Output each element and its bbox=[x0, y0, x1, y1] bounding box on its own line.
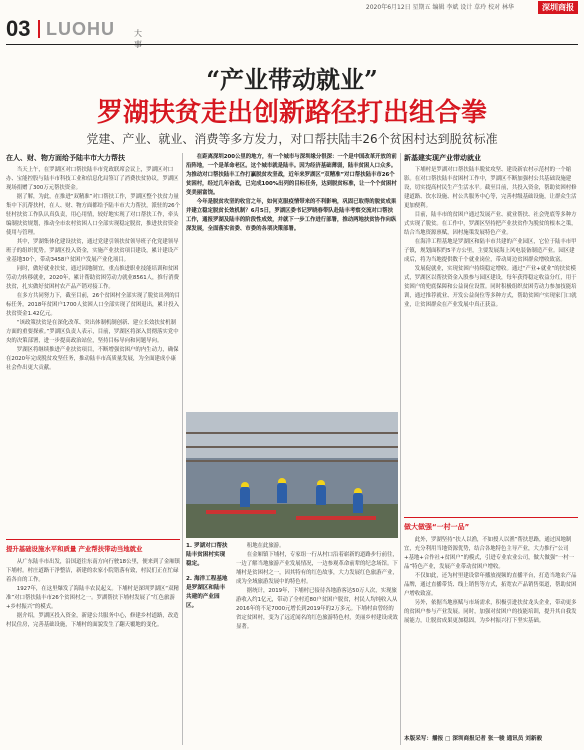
paragraph: 当天上午，在罗湖区对口帮扶陆丰市党政联席会议上，罗湖区对口办、宝能控股与陆丰市科技工业和信息化局签订了消费扶贫协议，罗湖区现场捐赠了300万元帮扶资金。 bbox=[6, 167, 179, 191]
col1-heading: 在人、财、物方面给予陆丰市大力帮扶 bbox=[6, 154, 125, 162]
paragraph: 发展促就业，实现贫困户持续稳定增收。通过“产业+就业”的扶贫模式，罗湖区以帮扶资金入股参与园区建设，每年获得稳定收益分红，用于贫困户的兜底保障和公益岗位设置。同时积极组织贫困劳动力参加技能培训，通过推荐就业、开发公益岗位等多种方式，帮助贫困户实现家门口就业，让贫困群众在产业发展中真正获益。 bbox=[404, 266, 577, 308]
paragraph: 今年是脱贫攻坚的收官之年，如何克服疫情带来的不利影响，巩固已取得的脱贫成果并建立稳定脱贫长效机制？6月5日，罗湖区委书记罗晓春带队赴陆丰考察交流对口帮扶工作，通报罗湖及陆丰的阶段性成效，并就下一步工作进行部署，推动两地扶贫协作向纵深发展，全面落实省委、市委的各项决策部署。 bbox=[186, 199, 397, 232]
issue-meta: 2020年6月12日 星期五 编辑 李斌 设计 草玲 校对 林华 bbox=[365, 4, 514, 11]
header-rule bbox=[6, 44, 578, 45]
paragraph: 从广东陆丰市出发，沿国道往东南方向行驶18公里，便来到了金厢镇下埔村。村庄道路干净整洁，新建的农家小院错落有致，村民们正在忙碌着各自的工作。 bbox=[6, 559, 180, 583]
worker bbox=[240, 487, 250, 507]
paragraph: 租地在此旅游。 bbox=[246, 543, 285, 549]
col1-divider bbox=[6, 539, 180, 540]
col3-heading: 新基建实现产业带动就业 bbox=[404, 154, 481, 162]
top-bar bbox=[0, 0, 584, 14]
caption: 2. 海洋工程基地是罗湖区和陆丰共建的产业园区。 bbox=[186, 576, 228, 609]
paragraph: 在多方共同努力下，截至目前，26个贫困村全部实现了脱贫出列的目标任务，2018年贫困户1700人贫困人口全部实现了贫困退出，累计投入扶贫资金1.42亿元。 bbox=[6, 293, 180, 317]
headline-kicker: “产业带动就业” bbox=[206, 65, 378, 94]
section-name-en: LUOHU bbox=[46, 19, 115, 39]
headline-subtitle: 党建、产业、就业、消费等多方发力，对口帮扶陆丰26个贫困村达到脱贫标准 bbox=[86, 132, 498, 146]
col1b-heading: 提升基础设施水平和质量 产业帮扶带动当地就业 bbox=[6, 545, 143, 553]
paragraph: 罗湖区将继续推进产业扶贫项目，不断增强贫困户的内生动力，确保在2020年完成脱贫攻坚任务，推动陆丰市高质量发展，为全面建成小康社会作出更大贡献。 bbox=[6, 347, 179, 371]
photo-captions bbox=[186, 542, 230, 617]
paragraph: 据统计，2019年，下埔村已接待各地游客达50万人次，实现旅游收入约1亿元，带动了全村近80户贫困户脱贫，村民人均纯收入从2016年的不足7000元增长到2019年的2万多元。下埔村由曾经的省定贫困村，变为了远近闻名的红色旅游特色村，美丽乡村建设成效显著。 bbox=[236, 588, 398, 630]
section-name-cn: 大 bbox=[134, 29, 142, 38]
worker bbox=[316, 485, 326, 505]
newspaper-brand: 深圳商报 bbox=[538, 1, 578, 14]
factory-photo bbox=[186, 412, 398, 538]
col1-body bbox=[6, 166, 180, 532]
paragraph: 在金厢镇下埔村，专家组一行从村口沿着崭新的道路步行前往，一边了解当地旅游产业发展情况，一边参观革命前辈的纪念场馆。下埔村是贫困村之一，因其特有的红色故事，大力发展红色旅游产业，成为全域旅游发展中的特色村。 bbox=[236, 552, 398, 585]
paragraph: 不仅如此，还为村里建设常年播放视频的直播平台，打造当地农产品品牌，通过直播带货、线上销售等方式，拓宽农产品销售渠道，帮助贫困户增收致富。 bbox=[404, 573, 577, 597]
paragraph: 此外，罗湖坚持“扶人以渔，不如授人以渔”帮扶思路，通过因地制宜，充分利用当地资源优势，结合各地特色主导产业，大力推行“公司+基地+合作社+贫困户”的模式，引进专业农业公司，做大做强“一村一品”特色产业，发展产业带动贫困户增收。 bbox=[404, 537, 575, 570]
section-divider bbox=[38, 20, 40, 38]
worker bbox=[277, 483, 287, 503]
col1b-body bbox=[6, 558, 180, 744]
byline: 本版采写：播报 □ 深圳商报记者 张一骏 通讯员 刘新毅 bbox=[404, 736, 543, 742]
column-rule bbox=[400, 153, 401, 745]
paragraph: 目前，陆丰市的贫困户通过发展产业、就业帮扶、社会兜底等多种方式实现了脱贫。在工作中，罗湖区坚持把产业扶贫作为脱贫的根本之策，结合当地资源禀赋，因村施策发展特色产业。 bbox=[404, 212, 577, 236]
paragraph: 1927年，在这里爆发了海陆丰农民起义。下埔村是深圳罗湖区“双精准”对口帮扶陆丰市26个贫困村之一。罗湖帮扶下埔村发展了“红色旅游+乡村振兴”的模式。 bbox=[6, 586, 179, 610]
column-rule bbox=[182, 153, 183, 745]
paragraph: 下埔村是罗湖对口帮扶陆丰脱贫攻坚、建设新农村示范村的一个缩影。在对口帮扶陆丰贫困村工作中，罗湖区不断加强村公共基础设施建设，切实提高村民生产生活水平。截至目前，共投入资金，帮助贫困村修建道路、饮水设施、村公共服务中心等，完善村级基础设施，让群众生活更加便利。 bbox=[404, 167, 577, 209]
headline-main: 罗湖扶贫走出创新路径打出组合拳 bbox=[96, 98, 487, 128]
paragraph: “该政策扶贫是在深化改革、突出体制机制创新、建立长效扶贫机制方面的重要探索。”罗湖区负责人表示，目前，罗湖区将深入贯彻落实党中央的决策部署，进一步提高政治站位，坚持目标导向和问题导向。 bbox=[6, 320, 179, 344]
paragraph: 在海洋工程基地是罗湖区和陆丰市共建的产业园区，它位于陆丰市甲子镇，规划面积约5平方公里，主要发展海上风电装备制造产业。园区建成后，将为当地提供数千个就业岗位，带动周边贫困群众增收致富。 bbox=[404, 239, 577, 263]
paragraph: 其中，罗湖集体化建设扶贫，通过党建引领扶贫领导班子化党建领导班子的组织优势。罗湖区投入资金，实施产业扶贫项目建设，累计建设产业基地30个，带动3458户贫困户发展产业化项目。 bbox=[6, 239, 179, 263]
paragraph: 据了解，为此，在推进“双精准”对口帮扶工作，罗湖区整个扶贫力量集中下沉帮扶村，在人、财、物方面都给予陆丰市大力帮扶，派驻的26个驻村扶贫工作队认真负责，用心用情，较好地实现了对口帮扶工作，牵头编制扶贫规划，推动全市农村贫困人口全部实现稳定脱贫，推进扶贫资金使用与管理。 bbox=[6, 194, 180, 236]
col2-lead bbox=[186, 153, 398, 243]
paragraph: 在距离深圳200公里的地方，有一个城市与深圳缘分很深：一个是中国改革开放的前沿阵地，一个是革命老区。这个城市就是陆丰。因为经济基础薄弱，陆丰贫困人口众多。为推动对口帮扶陆丰工作打赢脱贫攻坚战，近年来罗湖区“双精准”对口帮扶陆丰市26个贫困村，经过几年奋战，已完成100%出列的目标任务，达到脱贫标准，让一个个贫困村变美丽富饶。 bbox=[186, 154, 397, 196]
caption: 1. 罗湖对口帮扶陆丰贫困村实现稳定。 bbox=[186, 543, 228, 567]
worker bbox=[353, 493, 363, 513]
col3b-heading: 做大做强“一村一品” bbox=[404, 523, 470, 531]
factory-roof bbox=[186, 412, 398, 458]
paragraph: 同时，做好就业扶贫，通过因地制宜，重点推进职业技能培训和贫困劳动力转移就业，2020年，累计帮助贫困劳动力就业8561人，推行消费扶贫，扎实做好贫困村农产品产销对接工作。 bbox=[6, 266, 179, 290]
col3b-body bbox=[404, 536, 578, 732]
page-number: 03 bbox=[6, 16, 31, 41]
paragraph: 另外，依据当地禀赋与市场需求，积极引进扶贫龙头企业，带动更多的贫困户参与产业发展。同时，加强对贫困户的技能培训，提升其自我发展能力，让脱贫成果更加稳固，为乡村振兴打下坚实基础。 bbox=[404, 600, 577, 624]
col3-divider bbox=[404, 517, 578, 518]
col3-body bbox=[404, 166, 578, 512]
paragraph: 据介绍，罗湖区投入资金，新建公共服务中心，修建乡村道路，改造村民住房，完善基础设施，下埔村的面貌发生了翻天覆地的变化。 bbox=[6, 613, 179, 628]
col2b-body bbox=[236, 542, 398, 744]
